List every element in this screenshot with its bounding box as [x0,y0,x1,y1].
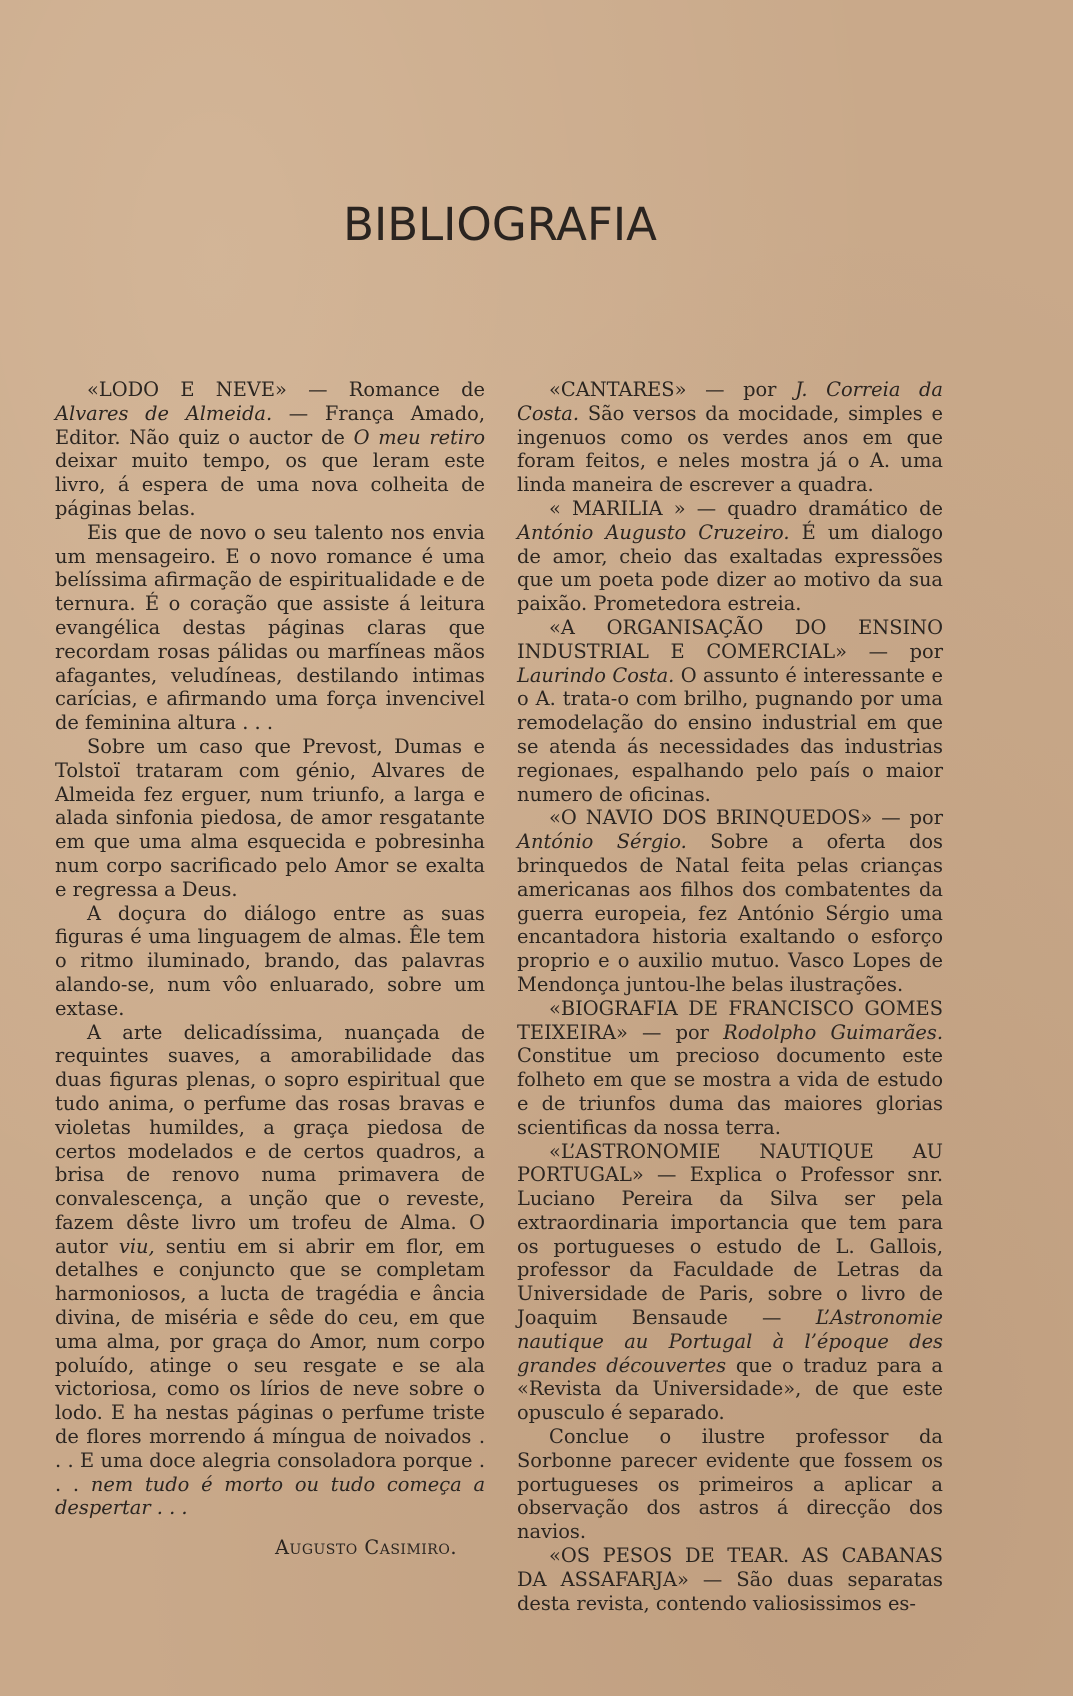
review-text: Constitue um precioso documento este folheto em que se mostra a vida de estudo e de triunfos duma das maiores glorias scientificas da nossa terra. [517,1044,943,1139]
paragraph: Conclue o ilustre professor da Sorbonne parecer evidente que fossem os portugueses os primeiros a aplicar a observação dos astros á direcção dos navios. [517,1425,943,1544]
book-title: O meu retiro [353,425,486,449]
review-text: deixar muito tempo, os que leram este livro, á espera de uma nova colheita de páginas belas. [55,449,485,520]
review-text: «L’ASTRONOMIE NAUTIQUE AU PORTUGAL» — Explica o Professor snr. Luciano Pereira da Silva ser pela extraordinaria importancia que tem para os portugueses o estudo de L. Gallois, professor da Faculdade de Letras da Universidade de Paris, sobre o livro de Joaquim Bensaude — [517,1139,943,1330]
left-column [55,378,485,1560]
author-name: Laurindo Costa. [517,663,675,687]
review-text: «A ORGANISAÇÃO DO ENSINO INDUSTRIAL E COMERCIAL» — por [517,615,943,663]
review-text: «O NAVIO DOS BRINQUEDOS» — por [549,806,943,830]
paragraph-text: sentiu em si abrir em flor, em detalhes e conjuncto que se completam harmoniosos, a lucta de tragédia e ância divina, de miséria e sêde do ceu, em que uma alma, por graça do Amor, num corpo poluído, atinge o seu resgate e se ala victoriosa, como os lírios de neve sobre o lodo. E ha nestas páginas o perfume triste de flores morrendo á míngua de noivados . . . E uma doce alegria consoladora porque . . . [55,1234,486,1496]
review-text: que o traduz para a «Revista da Universidade», de que este opusculo é separado. [517,1353,943,1425]
author-name: J. Correia da Costa. [517,378,943,425]
review-organisacao-ensino [517,616,943,806]
review-lodo-e-neve [55,378,485,521]
paragraph-text: A arte delicadíssima, nuançada de requintes suaves, a amorabilidade das duas figuras plenas, o sopro espiritual que tudo anima, o perfume das rosas bravas e violetas humildes, a graça piedosa de certos modelados e de certos quadros, a brisa de renovo numa primavera de convalescença, a unção que o reveste, fazem dêste livro um trofeu de Alma. O autor [55,1020,485,1258]
review-text: «BIOGRAFIA DE FRANCISCO GOMES TEIXEIRA» — por [517,996,943,1044]
right-column [517,378,943,1615]
review-text: São versos da mocidade, simples e ingenuos como os verdes anos em que foram feitos, e neles mostra já o A. uma linda maneira de escrever a quadra. [517,401,943,497]
review-text: — França Amado, Editor. Não quiz o auctor de [55,401,485,449]
author-name: Alvares de Almeida. [55,401,273,425]
paragraph: Eis que de novo o seu talento nos envia um mensageiro. E o novo romance é uma belíssima afirmação de espiritualidade e de ternura. É o coração que assiste á leitura evangélica destas páginas claras que recordam rosas pálidas ou marfíneas mãos afagantes, veludíneas, destilando intimas carícias, e afirmando uma força invencivel de feminina altura . . . [55,520,485,735]
page-title: BIBLIOGRAFIA [343,198,657,251]
review-pesos-de-tear: «OS PESOS DE TEAR. AS CABANAS DA ASSAFARJA» — São duas separatas desta revista, contendo valiosissimos es- [517,1544,943,1615]
review-marilia [517,497,943,616]
author-name: António Sérgio. [517,830,687,854]
paragraph: Sobre um caso que Prevost, Dumas e Tolstoï trataram com génio, Alvares de Almeida fez erguer, num triunfo, a larga e alada sinfonia piedosa, de amor resgatante em que uma alma esquecida e pobresinha num corpo sacrificado pelo Amor se exalta e regressa a Deus. [55,734,485,901]
paragraph [55,1021,485,1521]
signature: Augusto Casimiro. [275,1536,457,1560]
author-name: António Augusto Cruzeiro. [517,520,790,544]
emphasis: viu, [118,1234,155,1258]
book-title: L’Astronomie nautique au Portugal à l’époque des grandes découvertes [517,1306,943,1377]
paragraph: A doçura do diálogo entre as suas figuras é uma linguagem de almas. Êle tem o ritmo iluminado, brando, das palavras alando-se, num vôo enluarado, sobre um extase. [55,901,485,1020]
author-name: Rodolpho Guimarães. [723,1020,943,1044]
review-text: É um dialogo de amor, cheio das exaltadas expressões que um poeta pode dizer ao motivo da sua paixão. Prometedora estreia. [517,520,943,616]
review-astronomie-nautique [517,1140,943,1426]
review-navio-brinquedos [517,806,943,996]
review-text: Sobre a oferta dos brinquedos de Natal feita pelas crianças americanas aos filhos dos combatentes da guerra europeia, fez António Sérgio uma encantadora historia exaltando o esforço proprio e o auxilio mutuo. Vasco Lopes de Mendonça juntou-lhe belas ilustrações. [517,830,943,996]
review-biografia-gomes-teixeira [517,997,943,1140]
review-text: « MARILIA » — quadro dramático de [549,496,943,520]
emphasis: nem tudo é morto ou tudo começa a despertar . . . [55,1472,486,1520]
review-text: O assunto é interessante e o A. trata-o com brilho, pugnando por uma remodelação do ensino industrial em que se atenda ás necessidades das industrias regionaes, espalhando pelo país o maior numero de oficinas. [517,663,943,806]
review-text: «CANTARES» — por [549,378,796,401]
review-cantares [517,378,943,497]
review-text: «LODO E NEVE» — Romance de [87,378,485,401]
